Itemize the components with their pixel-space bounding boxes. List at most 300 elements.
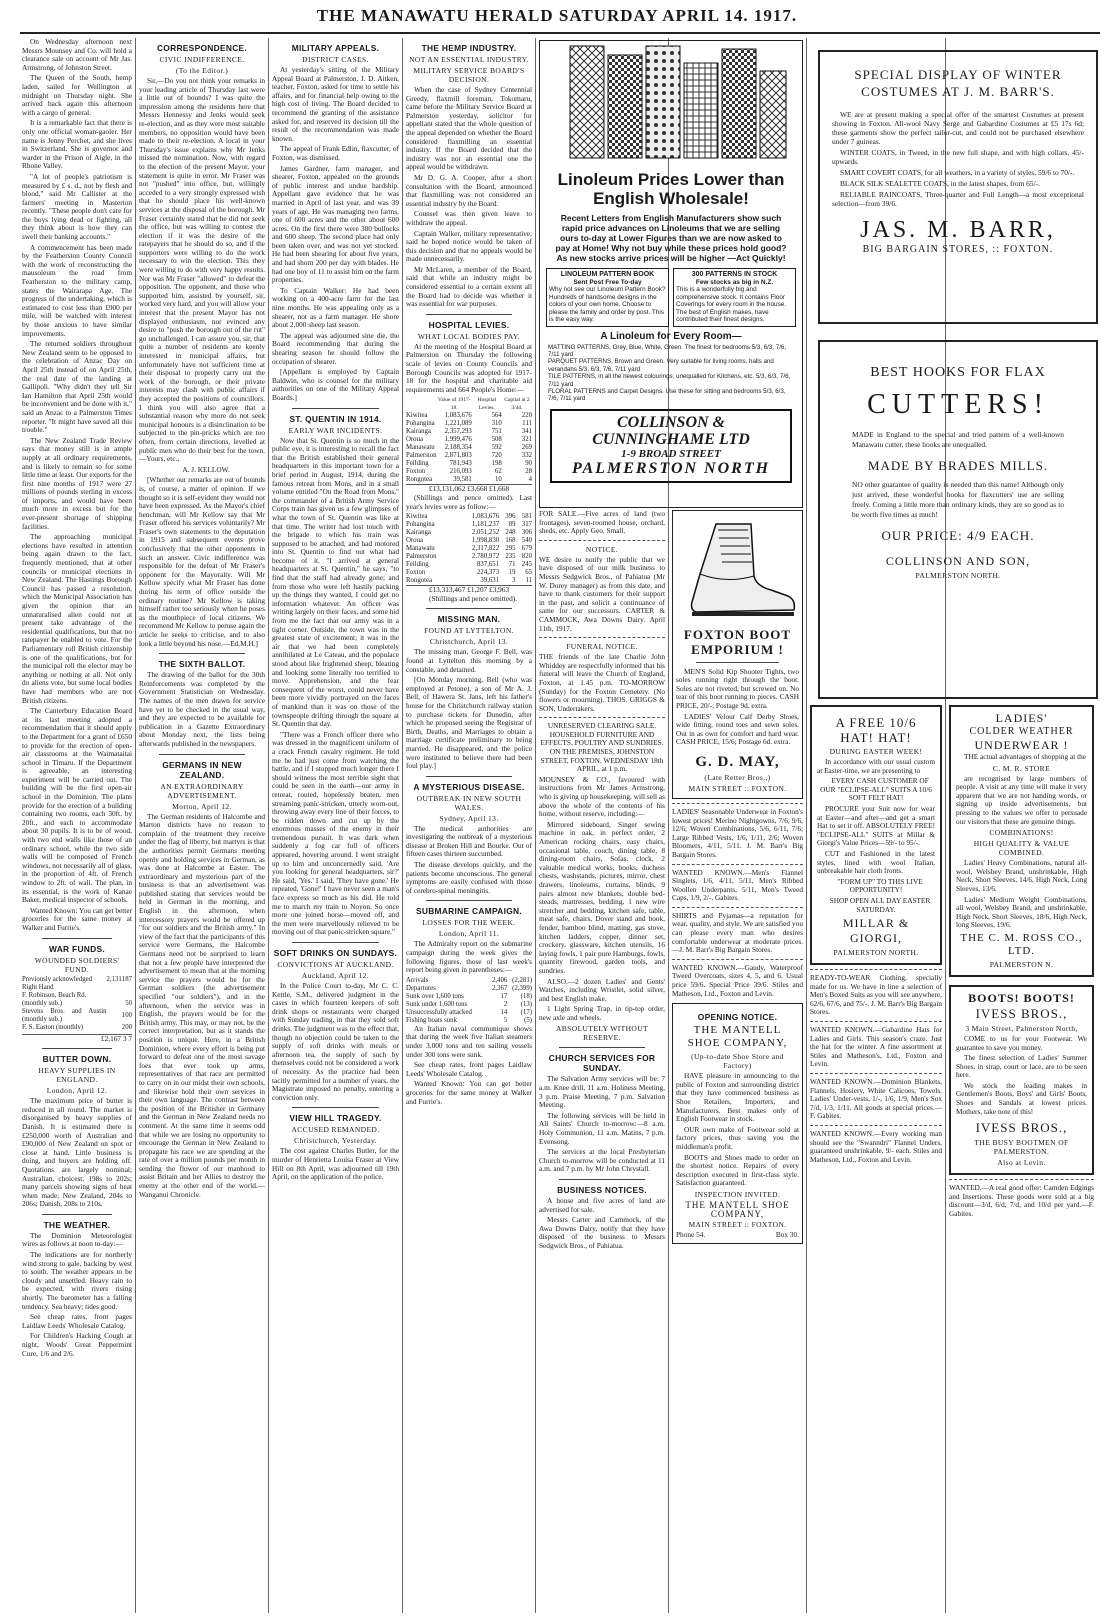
cell: 396 xyxy=(505,513,516,521)
para: are recognised by large numbers of people. A visit at any time will make it very apparent that we are not handing words, or signing up inside advertisements, but pressing to the values we offer to persuade our visitors that these are genuine things. xyxy=(956,773,1087,826)
table-row xyxy=(406,428,532,436)
separator xyxy=(672,803,803,804)
cell: 19 xyxy=(508,569,516,577)
linoleum-price-lines xyxy=(548,344,794,403)
cell: 1,181,237 xyxy=(471,521,500,529)
cell: 216,093 xyxy=(449,468,472,476)
cell: 317 xyxy=(521,521,532,529)
mantell-box: Box 30. xyxy=(775,1230,799,1240)
war-funds-total: £2,167 3 7 xyxy=(22,1034,132,1044)
boot-ladies-body: LADIES' Velour Calf Derby Shoes, wide fitting, round toes and sewn soles. Out in as own for comfort and hard wear. CASH PRICE, 15/6; Postage 6d. extra. xyxy=(676,711,799,747)
wanted-ad: WANTED.—A real good offer: Camden Edgings and Insertions. These goods were sold at a big discount—3/d, 6/d, 7/d, and 10/d per yard.—F. Gabites. xyxy=(949,1183,1094,1219)
cell: 168 xyxy=(505,537,516,545)
submarine-dateline: London, April 11. xyxy=(438,929,500,939)
stock-box xyxy=(673,268,796,327)
table-row xyxy=(406,468,532,476)
cell: 564 xyxy=(491,412,502,420)
softdrinks-heading: SOFT DRINKS ON SUNDAYS. xyxy=(273,948,398,958)
para: THE actual advantages of shopping at the xyxy=(964,752,1086,761)
ivess-firm: IVESS BROS., xyxy=(975,1005,1068,1021)
cell: 837,651 xyxy=(477,561,500,569)
para: The Dominion Meteorologist wires as follows at noon to-day:— xyxy=(22,1230,132,1249)
masthead: THE MANAWATU HERALD SATURDAY APRIL 14. 1917. xyxy=(316,6,798,25)
cell: 5 xyxy=(503,1016,508,1024)
cell: 751 xyxy=(491,428,502,436)
linoleum-rolls-illustration xyxy=(540,41,802,166)
cell: 62 xyxy=(495,468,502,476)
para: For Children's Hacking Cough at night, Woods' Great Peppermint Cure, 1/6 and 2/6. xyxy=(22,1331,132,1358)
table-row xyxy=(406,577,532,585)
notice-body: WE desire to notify the public that we have disposed of our milk business to Messrs Sedgwick Bros., of Pahiatua (Mr W. Dorey manager) as from this date, and have to thank customers for their support in the past, and solicit a continuance of same for our successors. CARTER & CAMMOCK, Awa Downs Dairy. April 11th, 1917. xyxy=(539,554,665,633)
firm-name: COLLINSON & CUNNINGHAME LTD xyxy=(592,413,750,448)
cell: 20 xyxy=(121,1023,129,1031)
cell: 1,999,476 xyxy=(444,436,472,444)
column-5 xyxy=(539,510,665,1613)
separator xyxy=(42,1214,112,1215)
cell: Sunk under 1,600 tons xyxy=(406,1000,468,1008)
cell: 310 xyxy=(491,420,502,428)
para: In accordance with our usual custom at Easter-time, we are presenting to xyxy=(817,757,935,775)
separator xyxy=(159,754,245,755)
cell: Sunk over 1,600 tons xyxy=(406,992,464,1000)
ross-town: PALMERSTON N. xyxy=(989,959,1054,969)
mantell-opening: OPENING NOTICE. xyxy=(697,1012,778,1023)
para: "FORM UP" TO THIS LIVE OPPORTUNITY! xyxy=(837,876,923,895)
cell: 28 xyxy=(525,468,532,476)
military-sub: DISTRICT CASES. xyxy=(302,55,369,64)
cell: Arrivals xyxy=(406,976,429,984)
cell: 2,357,293 xyxy=(444,428,472,436)
column-rule xyxy=(806,38,807,1613)
mantell-contact xyxy=(676,1231,799,1240)
cell: 1,221,089 xyxy=(444,420,472,428)
separator xyxy=(949,1179,1094,1180)
price-line: TILE PATTERNS, in all the newest colourings; unequalled for Kitchens, etc. 5/3, 6/3, 7/6, 7/11 yard xyxy=(548,373,791,388)
para: EVERY CASH CUSTOMER OF OUR "ECLIPSE-ALL" SUITS A 10/6 SOFT FELT HAT! xyxy=(820,776,932,803)
price-line: FLORAL PATTERNS and Carpet Designs. Use these for sitting and bedrooms 5/3, 6/3, 7/6, 7/11 yard xyxy=(548,387,786,403)
cell: 235 xyxy=(505,553,516,561)
pattern-book-body: Why not see our Linoleum Pattern Book? Hundreds of handsome designs in the colors of your own home. Choose to please the family and order by post. This is the easy way. xyxy=(549,286,666,323)
cell: Kiwitea xyxy=(406,513,428,521)
cell: 2,131 xyxy=(106,975,122,983)
table-row xyxy=(406,537,532,545)
correspondence-sub: CIVIC INDIFFERENCE. xyxy=(159,55,245,64)
cell: Manawatu xyxy=(406,545,435,553)
stock-body: This is a wonderfully big and comprehensive stock. It contains Floor Coverings for every room in the house. The best of English makes, have contributed their finest designs. xyxy=(676,286,787,323)
ross-firm: THE C. M. ROSS CO., LTD. xyxy=(960,931,1083,957)
para: SHOP OPEN ALL DAY EASTER SATURDAY. xyxy=(829,895,931,914)
sale-list: Mirrored sideboard, Singer sewing machine in oak, in perfect order, 2 American rocking chairs, easy chairs, occasional table, couch, dining table, 8 dining-room chairs, Sofas, clock, 2 valuable medical works, books, duchess chests, washstands, pictures, mirror, chest drawers, linoleums, curtains, blinds, 9 pairs almost new blankets, double bed-steads, mattresses, bedding, 1 new wire stretcher and bedding, kitchen safe, table, meat safe, chairs, Dover stand and book, fender, bamboo blind, matting, gas stove, kitchen ladders, copper, dinner set, crockery, glassware, kitchen utensils, 16 laying fowls, 1 pair pure Hamburgs, fowls, quantity firewood, garden tools, and sundries. xyxy=(539,819,665,975)
cell: 2,367 xyxy=(491,984,508,992)
cell: 341 xyxy=(521,428,532,436)
firm-town: PALMERSTON NORTH xyxy=(571,459,771,477)
cell: 592 xyxy=(491,444,502,452)
firm-address: 1-9 BROAD STREET xyxy=(621,447,721,460)
cell: (2,281) xyxy=(512,976,532,984)
cell: (17) xyxy=(520,1008,532,1016)
ladies-title: LADIES' xyxy=(995,711,1048,725)
wanted-known-ad: WANTED KNOWN.—Every working man should see the "Swanndri" Flannel Unders, guaranteed unshrinkable, 9/- each. Stiles and Matheson, Ltd., Foxton and Levin. xyxy=(810,1129,942,1164)
underwear-ad: LADIES' Seasonable Underwear in Foxton's lowest prices! Merino Nightgowns, 7/6, 9/6, 12/6; Woven Combinations, 5/6, 6/11, 7/6; Large Ribbed Vests, 1/6, 1/11, 2/6; Woven Bloomers, 4/11, 5/11. J. M. Barr's Big Bargain Stores. xyxy=(672,806,803,859)
cell: Foxton xyxy=(406,569,426,577)
para: CUT and Fashioned in the latest styles, lined with wool Italian, unbreakable hair cloth fronts. xyxy=(817,848,935,876)
cell: Departures xyxy=(406,984,436,992)
pattern-book-title: LINOLEUM PATTERN BOOK xyxy=(560,271,655,278)
butter-heading: BUTTER DOWN. xyxy=(42,1054,112,1065)
para: At the meeting of the Hospital Board at Palmerston on Thursday the following scale of levies on County Councils and Borough Councils was adopted for 1917-18 for the hospital and charitable aid requirements and 664 People's Home:— xyxy=(406,341,532,394)
cell: 17 xyxy=(500,992,508,1000)
para: (Shillings and pence omitted). xyxy=(429,593,517,603)
masthead-rule xyxy=(20,32,1100,34)
wanted-known-ad: WANTED KNOWN.—Gabardine Hats for Ladies and Girls. This season's craze. Just the hat for the winter. A fine assortment at Stiles and Matheson's, Ltd., Foxton and Levin. xyxy=(810,1025,942,1069)
sale-trap: 1 Light Spring Trap, in tip-top order, new axle and wheels. xyxy=(539,1004,665,1022)
cell: 0 xyxy=(128,1023,132,1031)
para: PROCURE your Suit now for wear at Easter—and after—and get a smart Hat to set it off. ABSOLUTELY FREE! "ECLIPSE-ALL" SUITS at Millar & Giorgi's Value Prices—59/- to 95/-. xyxy=(817,803,935,848)
cell: (2,399) xyxy=(512,984,532,992)
cell: Pohangina xyxy=(406,420,435,428)
para: BLACK SILK SEALETTE COATS, in the latest shapes, from 65/-. xyxy=(840,179,1040,188)
without-reserve: ABSOLUTELY WITHOUT RESERVE. xyxy=(555,1024,649,1043)
column-rule xyxy=(402,38,403,1613)
column-rule xyxy=(268,38,269,1613)
cell: 39,581 xyxy=(453,476,472,484)
cell: 679 xyxy=(521,545,532,553)
table-row xyxy=(22,976,132,984)
para: Messrs Carter and Cammock, of the Awa Downs Dairy, notify that they have disposed of the business to Messrs Sedgwick Bros., of Pahiatua. xyxy=(539,1215,665,1250)
viewhill-sub: ACCUSED REMANDED. xyxy=(291,1125,380,1135)
wanted-known-ad: WANTED KNOWN.—Gaudy, Waterproof Tweed Overcoats, sizes 4, 5, and 6. Usual price 59/6. Special Price 39/6. Stiles and Matheson, Ltd., Foxton and Levin. xyxy=(672,962,803,998)
ballot-heading: THE SIXTH BALLOT. xyxy=(158,659,246,670)
boot-icon xyxy=(676,514,799,624)
para: WE are at present making a special offer of the smartest Costumes at present showing in Foxton. All-wool Navy Serge and Gabardine Costumes at £5 17s 6d; these garments show the perfect tailor-cut, and could not be purchased elsewhere under 7 guineas. xyxy=(832,110,1084,146)
table-row xyxy=(406,521,532,529)
flax-hooks-ad xyxy=(818,340,1098,699)
mantell-ad xyxy=(672,1003,803,1244)
hooks-title2: CUTTERS! xyxy=(867,389,1049,420)
table-row xyxy=(406,561,532,569)
may-name: G. D. MAY, xyxy=(695,753,780,770)
para: Mr McLaren, a member of the Board, said that while an industry might be considered essential to a certain extent all the Board had to decide was whether it was essential for war purposes. xyxy=(406,264,532,309)
para: The returned soldiers throughout New Zealand seem to be opposed to the celebration of Anzac Day on April 25th instead of on April 25th, the real date of the landing at Gallipoli. "Why didn't they tell Sir Ian Hamilton that April 25th would be inconvenient and be done with it," said an Anzac to a Palmerston Times reporter. "It might have saved all this trouble." xyxy=(22,339,132,435)
para: The missing man, George F. Bell, was found at Lyttelton this morning by a constable, and detained. xyxy=(406,647,532,674)
separator xyxy=(292,408,379,409)
cell: 220 xyxy=(521,412,532,420)
separator xyxy=(672,864,803,865)
para: The Canterbury Education Board at its last meeting adopted a recommendation that it should apply to the Department for a grant of £650 to provide for the erection of open-air classrooms at the Waimataitai school in Timaru. If the Department is agreeable, an interesting experiment will be carried out. The building will be the first open-air school in the Dominion. The plans provide for the erection of a building containing two rooms, each 30ft. by 20ft., and each to accommodate about 30 pupils. It is to be of wood, with two end walls like those of an ordinary school, while the two side walls will be composed of French windows, not necessarily all of glass, in the proportion of 4ft. of French window to 2ft. of wall. The plan, in its essential, is the work of Kanae Baker, medical inspector of schools. xyxy=(22,706,132,905)
hooks-title: BEST HOOKS FOR FLAX xyxy=(870,365,1046,380)
cell: 1,083,676 xyxy=(444,412,472,420)
linoleum-body: Recent Letters from English Manufacturers show such rapid price advances on Linoleums that we are selling ours to-day at Lower Figures than we are now asked to pay at Home! Why not buy while these prices hold good? As new stocks arrive prices will be higher —Act Quickly! xyxy=(555,213,787,263)
missing-sub: FOUND AT LYTTELTON. xyxy=(424,626,514,636)
weather-heading: THE WEATHER. xyxy=(43,1219,111,1230)
table-row xyxy=(406,452,532,460)
hospital-sub: WHAT LOCAL BODIES PAY. xyxy=(417,331,521,341)
para: Ladies' Heavy Combinations, natural all-wool, Welsbey Brand, unshrinkable, High Neck, Short Sleeves, 14/6, High Neck, Long Sleeves, 13/6. xyxy=(956,858,1087,893)
cell: 224,373 xyxy=(477,569,500,577)
cell: 90 xyxy=(525,460,532,468)
table-row xyxy=(22,984,132,992)
cell: Unsuccessfully attacked xyxy=(406,1008,472,1016)
separator xyxy=(810,1073,942,1074)
boots-title: BOOTS! BOOTS! xyxy=(968,990,1075,1005)
table-row xyxy=(406,1001,532,1009)
signature: A. J. KELLOW. xyxy=(182,464,230,474)
levy-table-last-year xyxy=(406,513,532,585)
separator xyxy=(559,1179,645,1180)
cell: 7 xyxy=(128,975,132,983)
column-4 xyxy=(406,38,532,1613)
para: When the case of Sydney Centennial Greedy, flaxmill foreman, Tokomaru, came before the Military Service Board at Palmerston yesterday, solicitor for appellant stated that the whole question of the appeal depended on whether the Board considered flaxmilling an essential industry. If the Board decided that the industry was not an essential one the appeal would be withdrawn. xyxy=(406,85,532,172)
missing-heading: MISSING MAN. xyxy=(437,614,501,625)
para: The finest selection of Ladies' Summer Shoes, in strap, court or lace, are to be seen here. xyxy=(956,1053,1087,1080)
viewhill-heading: VIEW HILL TRAGEDY. xyxy=(289,1113,382,1124)
cell: (18) xyxy=(520,992,532,1000)
para: COME to us for your Footwear. We guarantee to save you money. xyxy=(956,1033,1087,1052)
para: Ladies' Medium Weight Combinations, all wool, Welsbey Brand, and unshrinkable, High Neck, Short Sleeves, 18/6, High Neck, long Sleeves, 19/6. xyxy=(956,894,1087,930)
para: [Whether our remarks are out of bounds is, of course, a matter of opinion. If we thought so it is self-evident they would not have been expressed. As the Mayor's chief henchman, will Mr Kellow say that Mr Fraser offered his services voluntarily? Mr Fraser's own statements to the deputation in 1915 and subsequent events prove conclusively that the other opponents in such an answer. Civic indifference was responsible for the defeat of Mr Fraser's opponent for the Mayoralty. Will Mr Kellow specify what Mr Fraser has done during his term of office outside the ordinary routine? Mr Kellow is taking himself rather too seriously when he poses as the mouthpiece of local citizens. We recommend Mr Kellow to peruse again the article he seeks to criticise, and to also look a little beyond his nose.—Ed.M.H.] xyxy=(139,475,265,648)
table-row xyxy=(406,420,532,428)
table-row xyxy=(22,1000,132,1008)
submarine-heading: SUBMARINE CAMPAIGN. xyxy=(415,906,523,917)
cell: 39,631 xyxy=(480,577,500,585)
hooks-made-by: MADE BY BRADES MILLS. xyxy=(867,458,1049,473)
para: A house and five acres of land are advertised for sale. xyxy=(539,1196,665,1214)
cell: 2,051,252 xyxy=(471,529,500,537)
barr-firm: JAS. M. BARR, xyxy=(860,217,1056,243)
para: On Wednesday afternoon next Messrs Mounsey and Co. will hold a clearance sale on account of Mr Jas. Armstrong, of Johnston Street. xyxy=(22,38,132,72)
funeral-heading: FUNERAL NOTICE. xyxy=(566,642,638,652)
separator xyxy=(539,540,665,541)
para: (Shillings and pence omitted). Last year's levies were as follow:— xyxy=(406,493,532,511)
column-3 xyxy=(272,38,399,1613)
para: The appeal of Frank Edlin, flaxcutter, of Foxton, was dismissed. xyxy=(272,144,399,162)
cell: (monthly sub.) xyxy=(22,999,63,1007)
cell: 508 xyxy=(491,436,502,444)
stquentin-heading: ST. QUENTIN IN 1914. xyxy=(289,413,382,424)
para: James Gardner, farm manager, and shearer, Foxton, appealed on the grounds of public interest and undue hardship. Appellant gave evidence that he was married in April of last year, and was 39 years of age. He was managing two farms, one of 600 acres and the other about 600 acres. On the first there were 380 bullocks and 600 sheep. The second place had only been taken over, and was not yet stocked. He had been shearing for about five years, and had shorn 200 per day with blades. He had one boy of 11 to assist him on the farm properties. xyxy=(272,163,399,285)
linoleum-every-room: A Linoleum for Every Room— xyxy=(600,330,742,342)
cell: Palmerston xyxy=(406,452,437,460)
disease-sub: OUTBREAK IN NEW SOUTH WALES. xyxy=(416,793,522,812)
cell: 2,317,822 xyxy=(471,545,500,553)
para: Wanted Known: You can get better groceries for the same money at Walker and Furrie's. xyxy=(22,905,132,932)
cell: Rongotea xyxy=(406,577,433,585)
separator xyxy=(810,1125,942,1126)
linoleum-ad xyxy=(539,40,803,508)
table-header xyxy=(406,396,532,412)
war-funds-sub: WOUNDED SOLDIERS' FUND. xyxy=(34,955,120,974)
ladies-title2: COLDER WEATHER xyxy=(969,726,1074,737)
cell: 2,871,803 xyxy=(444,452,472,460)
germans-dateline: Morton, April 12. xyxy=(172,801,232,811)
cell: Right Hand xyxy=(22,983,54,991)
cell: F. S. Easton (monthly) xyxy=(22,1023,84,1031)
ready-to-wear-ad: READY-TO-WEAR Clothing, specially made for us. We have in line a selection of Men's Boxed Suits as you will see anywhere, 62/6, 67/6, and 75/-. J. M. Barr's Big Bargain Stores. xyxy=(810,973,942,1017)
cell: 4 xyxy=(528,476,532,484)
separator xyxy=(539,637,665,638)
pattern-book-sub: Sent Post Free To-day xyxy=(573,278,642,286)
ladies-underwear-ad xyxy=(949,705,1094,977)
separator xyxy=(292,1107,379,1108)
barr-sub: BIG BARGAIN STORES, :: FOXTON. xyxy=(862,244,1054,255)
ivess-firm2: IVESS BROS., xyxy=(975,1120,1068,1136)
cell: (5) xyxy=(524,1016,532,1024)
cell: 3 xyxy=(512,577,516,585)
cell: 18 xyxy=(121,975,129,983)
mantell-address: MAIN STREET :: FOXTON. xyxy=(688,1220,787,1230)
table-row xyxy=(406,545,532,553)
para: The appeal was adjourned sine die, the Board recommending that during the shearing season he should follow the occupation of shearer. xyxy=(272,330,399,366)
cell: Foxton xyxy=(406,468,426,476)
para: Mr D. G. A. Cooper, after a short consultation with the Board, announced that flaxmilling was not considered an essential industry by the Board. xyxy=(406,172,532,208)
header-cell xyxy=(406,396,437,412)
mantell-footer: THE MANTELL SHOE COMPANY, xyxy=(685,1199,790,1219)
table-row xyxy=(406,977,532,985)
cell: 71 xyxy=(508,561,516,569)
cell: 295 xyxy=(505,545,516,553)
para: Wanted Known: You can get better groceries for the same money at Walker and Furrie's. xyxy=(406,1079,532,1106)
separator xyxy=(810,969,942,970)
para: WINTER COATS, in Tweed, in the new full shape, and with high collars, 45/- upwards. xyxy=(832,148,1084,166)
viewhill-dateline: Christchurch, Yesterday. xyxy=(294,1136,377,1146)
funeral-body: THE friends of the late Charlie John Whiddey are respectfully informed that his funeral will leave the Church of England, Foxton, at 1.45 p.m. TO-MORROW (Sunday) for the Foxton Cemetery. (No flowers or mourning). THOS. GRIGGS & SON, Undertakers. xyxy=(539,652,665,713)
disease-dateline: Sydney, April 13. xyxy=(439,813,499,823)
may-sub: (Late Retter Bros.,) xyxy=(704,772,771,782)
submarine-table xyxy=(406,977,532,1025)
para: The German residents of Halcombe and Marton districts have no reason to complain of the treatment they receive under the flag of liberty, but martyrs is that the authorities permit Germans meeting openly and holding services in German, as was done at Halcombe at Easter. The extraordinary and mysterious part of the business is that an advertisement was published stating that services would be held in German in the morning, and English in the afternoon, when intercessory prayers would be offered up "for our soldiers and the British army." In view of the fact that the participants of this service were Germans, the Halcombe Germans need not be surprised to learn that not a few people have interpreted the advertisement to mean that at the morning service the prayers would be for the German soldiers (the advertisement specified "our soldiers"), and in the afternoon, when the service was in English, the prayers would be for the British army. This may, or may not, be the correct interpretation, but as it stands the position is unique. Here, in a British Dominion, where every effort is being put forward to defeat one of the most savage foes that ever took up arms, representatives of that race are permitted to carry on in our midst their own schools, and likewise hold their own services in their own language. The contrast between the position of the Britisher in Germany and the German in New Zealand needs no comment. At the same time it seems odd that while we are losing no opportunity to encourage the German in New Zealand to propagate his race we are spending at the rate of over a million pounds per month in sending the flower of our manhood to assist Britain and her Allies to destroy the enemy at the other end of the world.—Wanganui Chronicle. xyxy=(139,811,265,1199)
ladies-title3: UNDERWEAR ! xyxy=(974,738,1069,752)
stquentin-sub: EARLY WAR INCIDENTS. xyxy=(288,425,383,435)
price-line: MATTING PATTERNS, Grey, Blue, White, Green. The finest for bedrooms 5/3, 6/3, 7/6, 7/11 yard xyxy=(548,343,787,358)
separator xyxy=(42,1048,112,1049)
cell: 306 xyxy=(521,529,532,537)
separator xyxy=(426,900,512,901)
cell: 14 xyxy=(500,1008,508,1016)
para: BOOTS and Shoes made to order on the shortest notice. Repairs of every description executed in first-class style. Satisfaction guaranteed. xyxy=(676,1152,799,1188)
para: RELIABLE RAINCOATS, Three-quarter and Full Length—a most exceptional selection—from 39/6. xyxy=(832,190,1084,208)
mantell-sub: (Up-to-date Shoe Store and Factory) xyxy=(691,1052,784,1071)
para: The services at the local Presbyterian Church to-morrow will be conducted at 11 a.m. and 7 p.m. by Mr John Chrystall. xyxy=(539,1147,665,1174)
separator xyxy=(672,907,803,908)
cell: Fishing boats sunk xyxy=(406,1016,457,1024)
para: "A lot of people's patriotism is measured by £ s. d., not by flesh and blood," said Mr Callister at the farmers' meeting in Masterton recently. "These people don't care for the boys lying dead or fighting, all they think about is how they can swell their banking accounts." xyxy=(22,171,132,242)
para: The following services will be held in All Saints' Church to-morrow:—8 a.m. Holy Communion, 11 a.m. Matins, 7 p.m. Evensong. xyxy=(539,1110,665,1146)
column-1 xyxy=(22,38,132,1613)
cell: Stevens Bros. and Austin (monthly sub.) xyxy=(22,1007,107,1023)
cell: Kairanga xyxy=(406,529,431,537)
separator xyxy=(672,959,803,960)
costumes-title: SPECIAL DISPLAY OF WINTER COSTUMES AT J. M. BARR'S. xyxy=(854,67,1062,99)
header-cell: Capital at 2 3/4d. xyxy=(504,397,530,412)
shirts-ad: SHIRTS and Pyjamas—a reputation for wear, quality, and style. We are satisfied you can please every man who desires comfortable underwear at moderate prices.—J. M. Barr's Big Bargain Stores. xyxy=(672,910,803,955)
hospital-heading: HOSPITAL LEVIES. xyxy=(428,319,510,330)
separator xyxy=(159,653,245,654)
cell: Pohangina xyxy=(406,521,435,529)
mantell-title: THE MANTELL SHOE COMPANY, xyxy=(687,1024,788,1050)
para: Sir,—Do you not think your remarks in your leading article of Thursday last were a little out of bounds? I was quite the impression among the residents here that Messrs Hennessy and Jenks would seek re-election, and as they were most suitable members, no opposition would have been made to their re-election. A local in your Thursday's issue explains why Mr Jenks missed the nomination. Now, with regard to the election of the present Mayor, your statement is quite in error. Mr Fraser was not "pushed" into office, but, willingly acceded to a very strongly expressed wish that he should place his well-known services at the disposal of the borough. Mr Fraser certainly stated that he did not seek the office, but was willing to contest the election if it was the desire of the ratepayers that he should do so, and if the supporters were willing to do the work necessary to win the election. This they were willing to do with very happy results. Nor was Mr Fraser "allowed" to defeat the opposition. The opponent, and those who supported him, assisted by yourself, sir, worked very hard, and you will allow your interest that the present Mayor has not displayed enthusiasm, nor evinced any desire to "push the borough out of the rut" go unchallenged. I can assure you, sir, that quite a number of residents are keenly interested in municipal affairs, but unfortunately have not sufficient time at their disposal to properly carry out the work of the borough, or their private interests may clash with public affairs if they accepted the positions of councillors. I think you will also agree that a substantial reason why more do not seek municipal honours is a disinclination to be subjected to the pin-pricks which are too often, from certain directions, levelled at public men who do their best for the town.—Yours, etc., xyxy=(139,76,265,464)
table-row xyxy=(406,412,532,420)
separator xyxy=(42,938,112,939)
separator xyxy=(426,608,512,609)
cell: 2 xyxy=(503,1000,508,1008)
war-funds-table xyxy=(22,976,132,1032)
military-heading: MILITARY APPEALS. xyxy=(291,43,380,53)
para: See cheap rates, front pages Laidlaw Leeds' Wholesale Catalog. xyxy=(22,1312,132,1330)
levy-total: £13,313,467 £1,207 £3,963 xyxy=(406,585,532,595)
column-6 xyxy=(672,510,803,1613)
para: In the Police Court to-day, Mr C. C. Kettle, S.M., delivered judgment in the cases in which fourteen keepers of soft drink shops or restaurants were charged with Sunday trading, in that they sold soft drinks. The judgment was to the effect that, though no objection could be taken to the supply of soft drinks with meals or afternoon tea, the supply of such by themselves could not be considered a work of necessity. As the practice had been tacitly permitted for a number of years, the Magistrate imposed no penalty, entering a conviction only. xyxy=(272,981,399,1102)
ivess-boots-ad xyxy=(949,985,1094,1175)
hat-firm: MILLAR & GIORGI, xyxy=(842,916,910,946)
collinson-logo xyxy=(550,409,792,483)
levy-total: £13,131,062 £3,668 £1,668 xyxy=(406,484,532,494)
linoleum-headline: Linoleum Prices Lower than English Wholesale! xyxy=(557,170,785,208)
cell: 248 xyxy=(505,529,516,537)
table-row xyxy=(406,529,532,537)
ladies-high-quality: HIGH QUALITY & VALUE COMBINED. xyxy=(973,839,1070,858)
stock-sub: Few stocks as big in N.Z. xyxy=(695,278,774,286)
cell: 2,188,354 xyxy=(444,444,472,452)
separator xyxy=(559,1047,645,1048)
war-funds-heading: WAR FUNDS. xyxy=(48,943,106,954)
germans-sub: AN EXTRAORDINARY ADVERTISEMENT. xyxy=(160,781,244,800)
cell: 198 xyxy=(491,460,502,468)
cell: 781,943 xyxy=(449,460,472,468)
cell: 2,406 xyxy=(491,976,508,984)
hooks-firm: COLLINSON AND SON, xyxy=(885,554,1031,568)
cell: 321 xyxy=(521,436,532,444)
table-row xyxy=(406,553,532,561)
para: The medical authorities are investigating the outbreak of a mysterious disease at Broken Hill and Bourke. Out of fifteen cases thirteen succumbed. xyxy=(406,823,532,859)
germans-heading: GERMANS IN NEW ZEALAND. xyxy=(162,759,242,780)
para: The maximum price of butter is reduced in all round. The market is disorganised by heavy supplies of Danish. It is estimated there is £250,000 worth of Australian and £90,000 of New Zealand on spot or close at hand. Little business is doing, and buyers are holding off. Quotations are largely nominal; Australian, choicest, 198s to 202s; many parcels showing signs of heat when made; New Zealand, 204s to 206s; Danish, 208s to 210s. xyxy=(22,1096,132,1209)
cell: 820 xyxy=(521,553,532,561)
header-cell: Hospital Levies. xyxy=(477,397,497,412)
disease-heading: A MYSTERIOUS DISEASE. xyxy=(413,781,525,792)
cell: Rongotea xyxy=(406,476,433,484)
boot-men-body: MEN'S Solid Kip Shooter Tights, two soles running right through the boot. Soles are not riveted, but screwed on. No tear of this boot running to pieces. CASH PRICE, 20/-; Postage 9d. extra. xyxy=(676,666,799,710)
table-row xyxy=(406,513,532,521)
column-8 xyxy=(949,705,1094,1613)
para: Counsel was then given leave to withdraw the appeal. xyxy=(406,209,532,227)
softdrinks-dateline: Auckland, April 12. xyxy=(301,971,370,980)
separator xyxy=(426,314,512,315)
ivess-slogan: THE BUSY BOOTMEN OF PALMERSTON. xyxy=(974,1138,1069,1157)
missing-dateline: Christchurch, April 13. xyxy=(429,637,509,647)
para: The Salvation Army services will be: 7 a.m. Knee drill, 11 a.m. Holiness Meeting, 3 p.m. Praise Meeting, 7 p.m. Salvation Meeting. xyxy=(539,1074,665,1110)
hooks-town: PALMERSTON NORTH. xyxy=(915,571,1001,580)
cell: 540 xyxy=(521,537,532,545)
column-2 xyxy=(139,38,265,1613)
cell: 332 xyxy=(521,452,532,460)
column-rule xyxy=(535,38,536,1613)
cell: Oroua xyxy=(406,537,423,545)
cell: 581 xyxy=(521,513,532,521)
para: [On Monday morning, Bell (who was employed at Petone), a son of Mr A. J. Bell, of Hawera St. Jans, left his father's house for the Christchurch railway station to purchase tickets for Dunedin, after which he proposed seeing the Registrar of Birth, Deaths, and Marriages to obtain a marriage certificate preliminary to being married. He disappeared, and the police were instituted to believe there had been foul play.] xyxy=(406,675,532,771)
table-row xyxy=(406,569,532,577)
para: The cost against Charles Butler, for the murder of Henrietta Louisa Fraser at View Hill on 8th April, was adjourned till 19th April, on the application of the police. xyxy=(272,1146,399,1182)
softdrinks-sub: CONVICTIONS AT AUCKLAND. xyxy=(277,960,394,969)
para: At yesterday's sitting of the Military Appeal Board at Palmerston, J. D. Aitken, teacher, Foxton, asked for time to settle his affairs, and for financial help owing to the high cost of living. The Board decided to recommend the granting of the assistance asked for, and reserved its decision till the result of the recommendation was made known. xyxy=(272,65,399,143)
hemp-sub: NOT AN ESSENTIAL INDUSTRY. xyxy=(409,55,529,64)
notice-heading: NOTICE. xyxy=(585,544,619,554)
table-row xyxy=(406,993,532,1001)
to-editor: (To the Editor.) xyxy=(175,66,229,75)
local-notes xyxy=(22,38,132,933)
cell: 0 xyxy=(128,999,132,1007)
cell: Manawatu xyxy=(406,444,435,452)
para: See cheap rates, front pages Laidlaw Leeds' Wholesale Catalog. xyxy=(406,1060,532,1078)
